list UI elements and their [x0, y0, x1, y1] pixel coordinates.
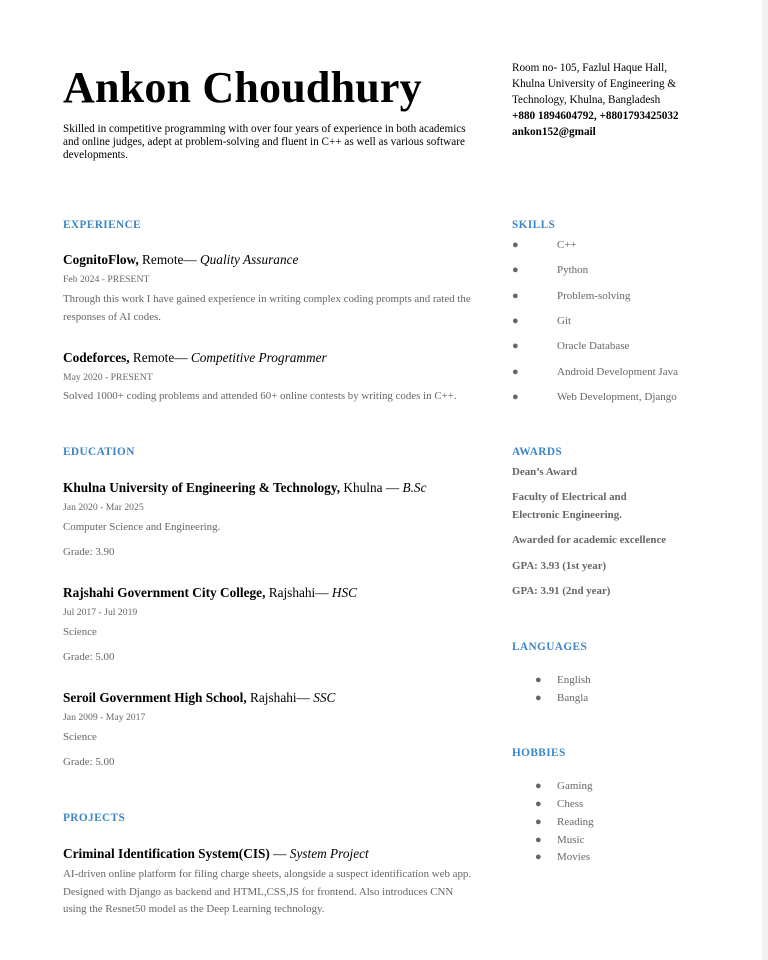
address-line: Technology, Khulna, Bangladesh [512, 94, 661, 106]
project-description: AI-driven online platform for filing charge sheets, alongside a suspect identification web app. Designed with Django as backend and HTML,CSS,JS for frontend. Also introduces CNN using the Resnet50 model as the Deep Learning technology. [63, 868, 472, 916]
bullet-icon: ● [512, 290, 519, 302]
date-range: Jan 2020 - Mar 2025 [63, 502, 144, 513]
email: ankon152@gmail [512, 126, 596, 138]
location: Khulna — [340, 480, 403, 495]
phone-numbers: +880 1894604792, +8801793425032 [512, 110, 679, 122]
role: Competitive Programmer [190, 350, 327, 365]
bullet-icon: ● [535, 780, 542, 792]
date-range: Jul 2017 - Jul 2019 [63, 607, 138, 618]
bullet-icon: ● [512, 239, 519, 251]
institution-name: Seroil Government High School, [63, 690, 247, 705]
institution-name: Rajshahi Government City College, [63, 585, 266, 600]
field-of-study: Computer Science and Engineering. [63, 521, 221, 533]
bullet-icon: ● [535, 692, 542, 704]
education-title [63, 689, 335, 706]
degree: B.Sc [402, 480, 427, 495]
separator: — [269, 846, 290, 861]
institution-name: Khulna University of Engineering & Technology, [63, 480, 341, 495]
bullet-icon: ● [535, 834, 542, 846]
address-line: Room no- 105, Fazlul Haque Hall, [512, 62, 668, 74]
field-of-study: Science [63, 626, 97, 638]
bullet-icon: ● [512, 391, 519, 403]
experience-title [63, 349, 327, 366]
section-title-projects: PROJECTS [63, 812, 126, 824]
grade: Grade: 3.90 [63, 546, 115, 558]
education-title [63, 584, 357, 601]
education-title [63, 479, 426, 496]
section-title-experience: EXPERIENCE [63, 219, 142, 231]
grade: Grade: 5.00 [63, 756, 115, 768]
resume-name: Ankon Choudhury [63, 63, 422, 112]
role: Quality Assurance [200, 252, 299, 267]
date-range: Feb 2024 - PRESENT [63, 274, 150, 285]
grade: Grade: 5.00 [63, 651, 115, 663]
field-of-study: Science [63, 731, 97, 743]
summary: Skilled in competitive programming with over four years of experience in both academics and online judges, adept at problem-solving and fluent in C++ as well as various software developments. [63, 123, 466, 162]
bullet-icon: ● [535, 674, 542, 686]
contact-block [512, 60, 702, 140]
bullet-icon: ● [512, 264, 519, 276]
bullet-icon: ● [535, 851, 542, 863]
date-range: May 2020 - PRESENT [63, 372, 153, 383]
bullet-icon: ● [535, 798, 542, 810]
award-item: GPA: 3.91 (2nd year) [512, 585, 611, 597]
location: Rajshahi— [246, 690, 314, 705]
location: Rajshahi— [265, 585, 332, 600]
page-edge [762, 0, 768, 960]
award-item: Faculty of Electrical and Electronic Engineering. [512, 491, 627, 521]
bullet-icon: ● [535, 816, 542, 828]
section-title-skills: SKILLS [512, 219, 556, 231]
bullet-icon: ● [512, 366, 519, 378]
project-type: System Project [289, 846, 369, 861]
project-name: Criminal Identification System(CIS) [63, 846, 270, 861]
degree: SSC [313, 690, 336, 705]
bullet-icon: ● [512, 315, 519, 327]
section-title-awards: AWARDS [512, 446, 563, 458]
org-name: Codeforces, [63, 350, 130, 365]
project-title [63, 845, 369, 862]
experience-title [63, 251, 298, 268]
award-item: GPA: 3.93 (1st year) [512, 560, 607, 572]
degree: HSC [331, 585, 357, 600]
date-range: Jan 2009 - May 2017 [63, 712, 146, 723]
section-title-languages: LANGUAGES [512, 641, 588, 653]
org-name: CognitoFlow, [63, 252, 139, 267]
location: Remote— [129, 350, 191, 365]
section-title-education: EDUCATION [63, 446, 135, 458]
location: Remote— [138, 252, 201, 267]
section-title-hobbies: HOBBIES [512, 747, 566, 759]
award-item: Dean’s Award [512, 466, 578, 478]
experience-description: Through this work I have gained experience in writing complex coding prompts and rated the responses of AI codes. [63, 293, 471, 323]
address-line: Khulna University of Engineering & [512, 78, 677, 90]
award-item: Awarded for academic excellence [512, 534, 667, 546]
bullet-icon: ● [512, 340, 519, 352]
experience-description: Solved 1000+ coding problems and attended 60+ online contests by writing codes in C++. [63, 390, 457, 402]
